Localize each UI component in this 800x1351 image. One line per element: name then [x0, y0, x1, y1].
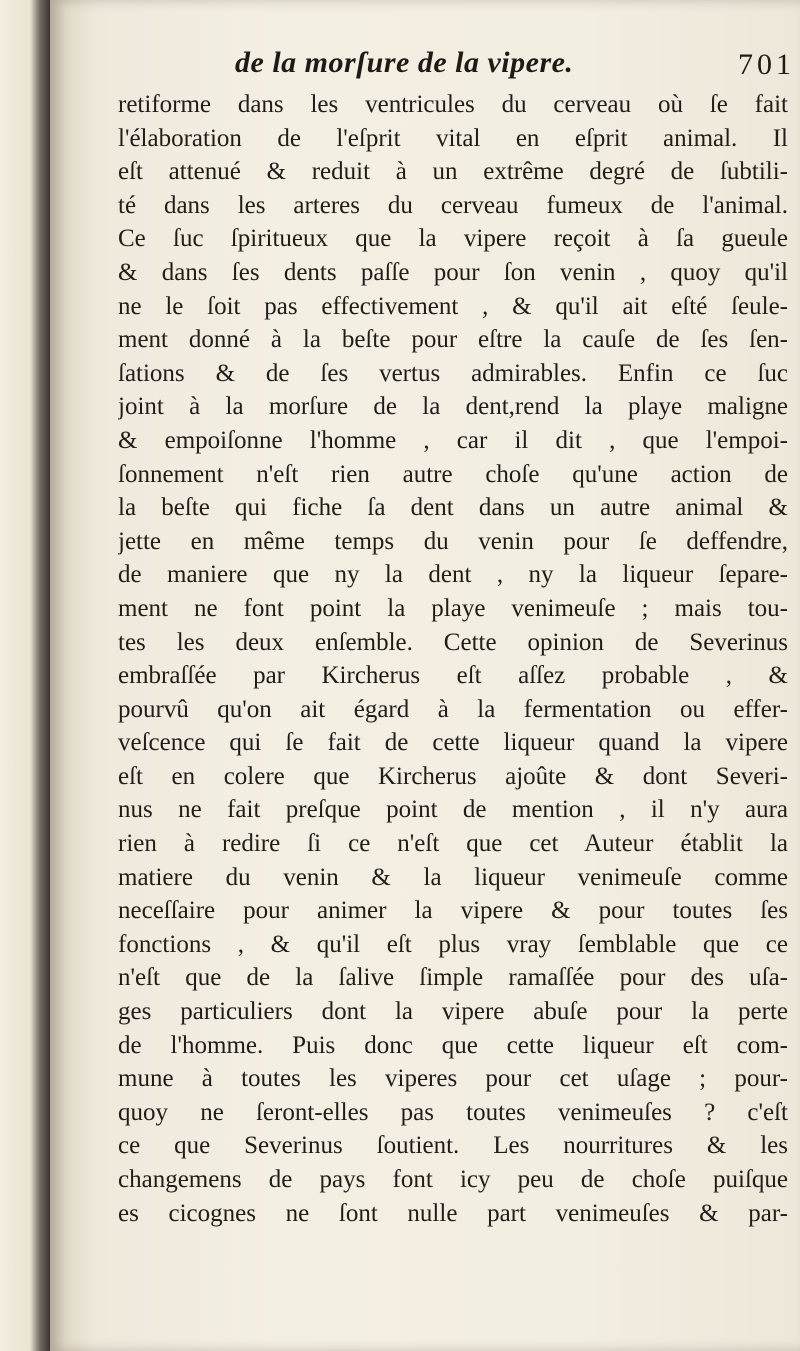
book-page: [50, 0, 800, 1351]
text-line: ſations & de ſes vertus admirables. Enfin ce ſuc: [118, 359, 788, 387]
text-line: ges particuliers dont la vipere abuſe pour la perte: [118, 998, 788, 1026]
text-line: té dans les arteres du cerveau fumeux de l'animal.: [118, 191, 788, 219]
text-line: matiere du venin & la liqueur venimeuſe comme: [118, 863, 788, 891]
text-line: n'eſt que de la ſalive ſimple ramaſſée pour des uſa-: [118, 964, 788, 992]
text-line: veſcence qui ſe fait de cette liqueur quand la vipere: [118, 729, 788, 757]
text-line: ce que Severinus ſoutient. Les nourritures & les: [118, 1132, 788, 1160]
text-line: changemens de pays font icy peu de choſe puiſque: [118, 1166, 788, 1193]
text-line: nus ne fait preſque point de mention , il n'y aura: [118, 796, 788, 824]
text-line: eſt en colere que Kircherus ajoûte & dont Severi-: [118, 762, 788, 790]
text-line: joint à la morſure de la dent,rend la playe maligne: [118, 393, 788, 421]
text-line: quoy ne ſeront-elles pas toutes venimeuſes ? c'eſt: [118, 1098, 788, 1126]
page-number: 701: [738, 48, 795, 81]
text-line: es cicognes ne ſont nulle part venimeuſes & par-: [118, 1199, 788, 1227]
page-edge: [0, 0, 50, 1351]
text-line: fonctions , & qu'il eſt plus vray ſemblable que ce: [118, 930, 788, 958]
text-line: ne le ſoit pas effectivement , & qu'il ait eſté ſeule-: [118, 292, 788, 320]
text-line: ment ne font point la playe venimeuſe ; mais tou-: [118, 594, 788, 622]
text-line: retiforme dans les ventricules du cerveau où ſe fait: [118, 91, 788, 118]
text-line: ment donné à la beſte pour eſtre la cauſe de ſes ſen-: [118, 326, 788, 354]
text-line: la beſte qui fiche ſa dent dans un autre animal &: [118, 494, 788, 522]
text-line: de maniere que ny la dent , ny la liqueur ſepare-: [118, 561, 788, 589]
text-line: mune à toutes les viperes pour cet uſage ; pour-: [118, 1065, 788, 1093]
text-line: de l'homme. Puis donc que cette liqueur eſt com-: [118, 1031, 788, 1059]
running-title: de la morſure de la vipere.: [235, 46, 574, 79]
text-line: tes les deux enſemble. Cette opinion de Severinus: [118, 628, 788, 656]
text-line: embraſſée par Kircherus eſt aſſez probable , &: [118, 662, 788, 690]
text-line: jette en même temps du venin pour ſe deffendre,: [118, 527, 788, 555]
text-line: & empoiſonne l'homme , car il dit , que l'empoi-: [118, 426, 788, 454]
text-line: l'élaboration de l'eſprit vital en eſprit animal. Il: [118, 124, 788, 152]
text-line: neceſſaire pour animer la vipere & pour toutes ſes: [118, 897, 788, 925]
body-text: [118, 88, 788, 1230]
running-head: [235, 46, 795, 90]
text-line: pourvû qu'on ait égard à la fermentation ou effer-: [118, 695, 788, 723]
text-line: ſonnement n'eſt rien autre choſe qu'une action de: [118, 460, 788, 488]
text-line: Ce ſuc ſpiritueux que la vipere reçoit à ſa gueule: [118, 225, 788, 253]
text-line: eſt attenué & reduit à un extrême degré de ſubtili-: [118, 158, 788, 186]
text-line: rien à redire ſi ce n'eſt que cet Auteur établit la: [118, 830, 788, 858]
text-line: & dans ſes dents paſſe pour ſon venin , quoy qu'il: [118, 258, 788, 286]
